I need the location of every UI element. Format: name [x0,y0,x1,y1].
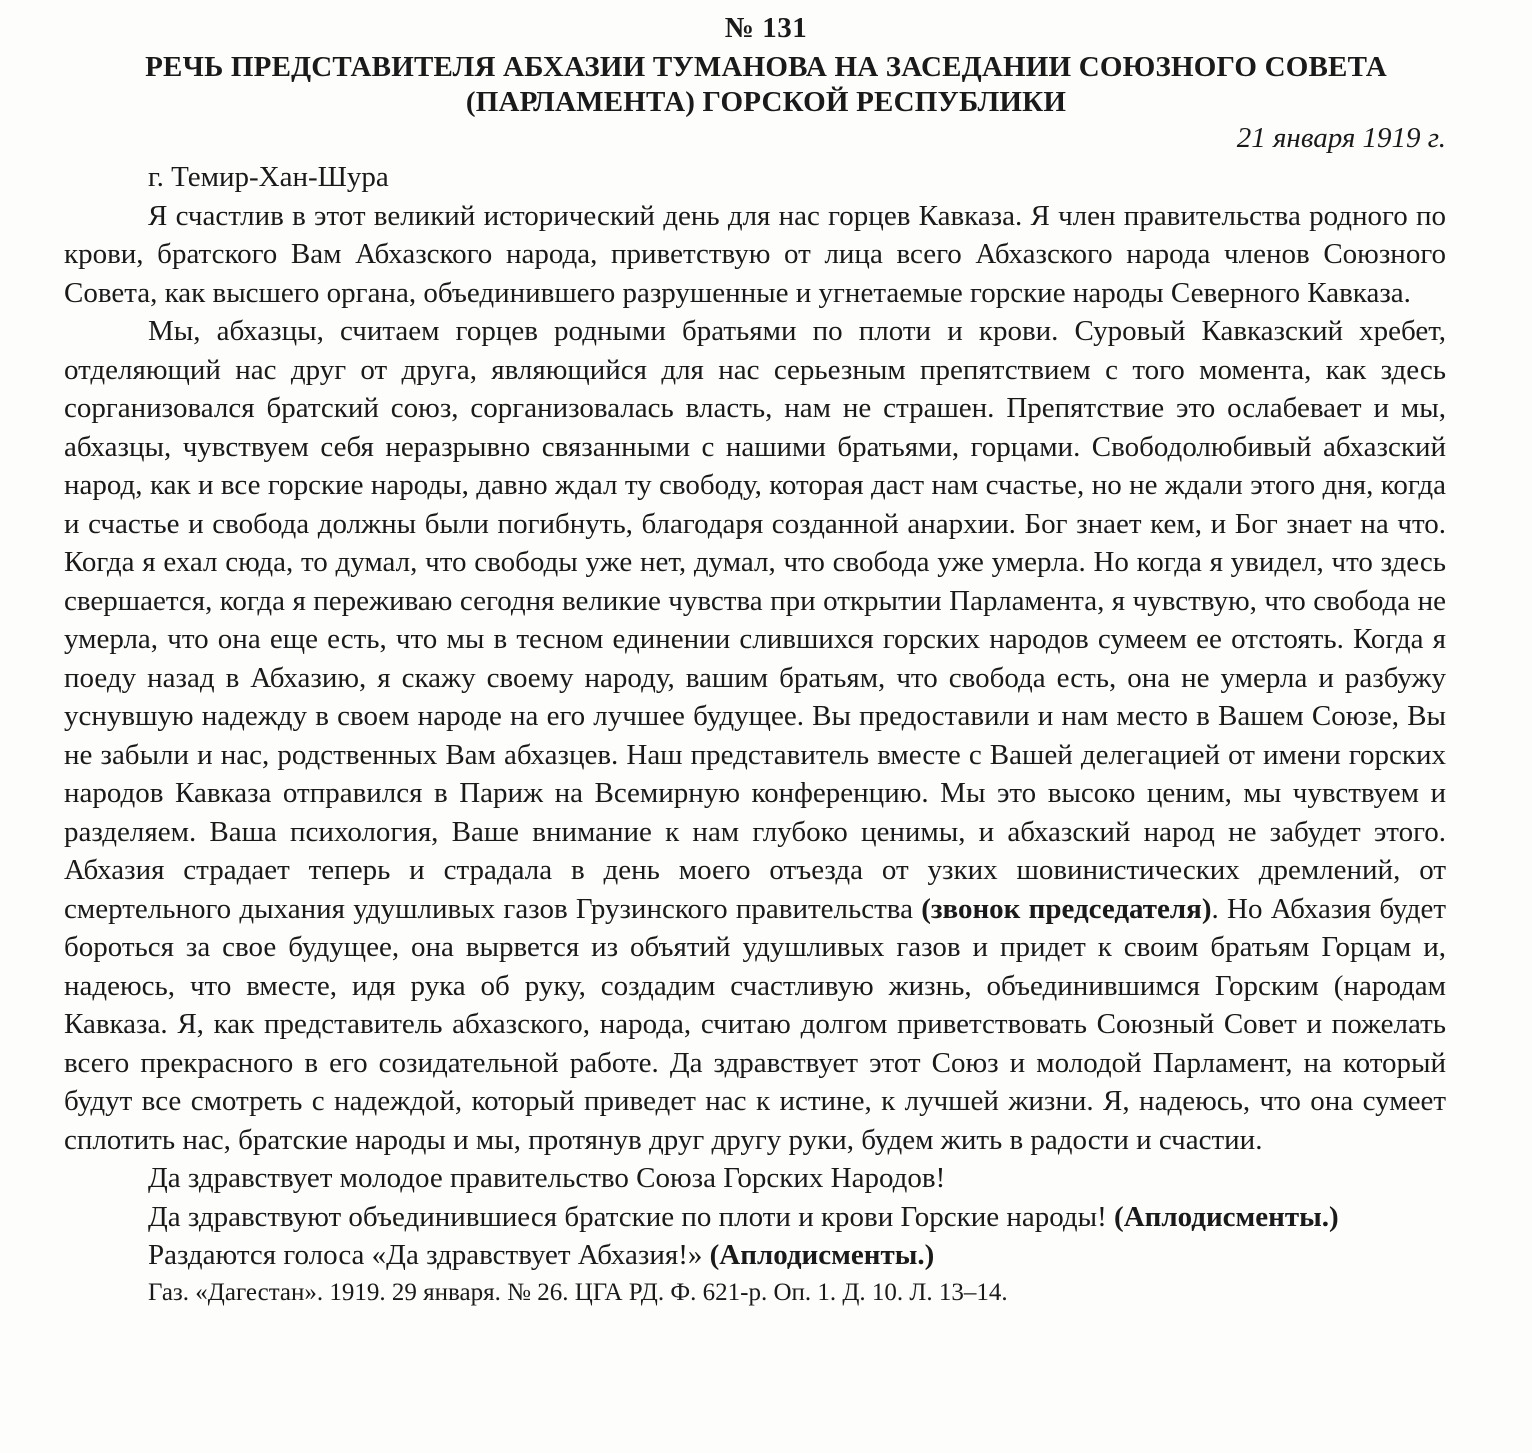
document-body [64,158,1446,1311]
document-source: Газ. «Дагестан». 1919. 29 января. № 26. ЦГА РД. Ф. 621-р. Оп. 1. Д. 10. Л. 13–14. [148,1278,1008,1306]
paragraph-4-text: Да здравствуют объединившиеся братские по плоти и крови Горские народы! [148,1200,1115,1233]
paragraph-4-bold-remark: (Аплодисменты.) [1114,1200,1339,1233]
paragraph-5 [64,1236,1446,1275]
paragraph-4 [64,1198,1446,1237]
paragraph-5-text: Раздаются голоса «Да здравствует Абхазия!» [148,1239,710,1271]
paragraph-1: Я счастлив в этот великий исторический день для нас горцев Кавказа. Я член правительства родного по крови, братского Вам Абхазского народа, приветствую от лица всего Абхазского народа членов Союзного Совета, как высшего органа, объединившего разрушенные и угнетаемые горские народы Северного Кавказа. [64,199,1446,309]
paragraph-3: Да здравствует молодое правительство Союза Горских Народов! [148,1162,946,1194]
document-title: РЕЧЬ ПРЕДСТАВИТЕЛЯ АБХАЗИИ ТУМАНОВА НА ЗАСЕДАНИИ СОЮЗНОГО СОВЕТА (ПАРЛАМЕНТА) ГОРСКОЙ РЕСПУБЛИКИ [145,51,1387,118]
paragraph-2-part-2: . Но Абхазия будет бороться за свое будущее, она вырвется из объятий удушливых газов и придет к своим братьям Горцам и, надеюсь, что вместе, идя рука об руку, создадим счастливую жизнь, объединившимся Горским (народам Кавказа. Я, как представитель абхазского, народа, считаю долгом приветствовать Союзный Совет и пожелать всего прекрасного в его созидательной работе. Да здравствует этот Союз и молодой Парламент, на который будут все смотреть с надеждой, который приведет нас к истине, к лучшей жизни. Я, надеюсь, что она сумеет сплотить нас, братские народы и мы, протянув друг другу руки, будем жить в радости и счастии. [64,892,1446,1156]
document-date: 21 января 1919 г. [1236,122,1446,154]
paragraph-2-bold-remark: (звонок председателя) [921,892,1212,925]
paragraph-2-part-1: Мы, абхазцы, считаем горцев родными братьями по плоти и крови. Суровый Кавказский хребет, отделяющий нас друг от друга, являющийся для нас серьезным препятствием с того момента, как здесь сорганизовался братский союз, сорганизовалась власть, нам не страшен. Препятствие это ослабевает и мы, абхазцы, чувствуем себя неразрывно связанными с нашими братьями, горцами. Свободолюбивый абхазский народ, как и все горские народы, давно ждал ту свободу, которая даст нам счастье, но не ждали этого дня, когда и счастье и свобода должны были погибнуть, благодаря созданной анархии. Бог знает кем, и Бог знает на что. Когда я ехал сюда, то думал, что свободы уже нет, думал, что свобода уже умерла. Но когда я увидел, что здесь свершается, когда я переживаю сегодня великие чувства при открытии Парламента, я чувствую, что свобода не умерла, что она еще есть, что мы в тесном единении слившихся горских народов сумеем ее отстоять. Когда я поеду назад в Абхазию, я скажу своему народу, вашим братьям, что свобода есть, она не умерла и разбужу уснувшую надежду в своем народе на его лучшее будущее. Вы предоставили и нам место в Вашем Союзе, Вы не забыли и нас, родственных Вам абхазцев. Наш представитель вместе с Вашей делегацией от имени горских народов Кавказа отправился в Париж на Всемирную конференцию. Мы это высоко ценим, мы чувствуем и разделяем. Ваша психология, Ваше внимание к нам глубоко ценимы, и абхазский народ не забудет этого. Абхазия страдает теперь и страдала в день моего отъезда от узких шовинистических дремлений, от смертельного дыхания удушливых газов Грузинского правительства [64,315,1446,925]
document-number: № 131 [724,12,808,44]
document-place: г. Темир-Хан-Шура [148,161,389,193]
paragraph-5-bold-remark: (Аплодисменты.) [709,1239,935,1271]
paragraph-2 [64,312,1446,1159]
